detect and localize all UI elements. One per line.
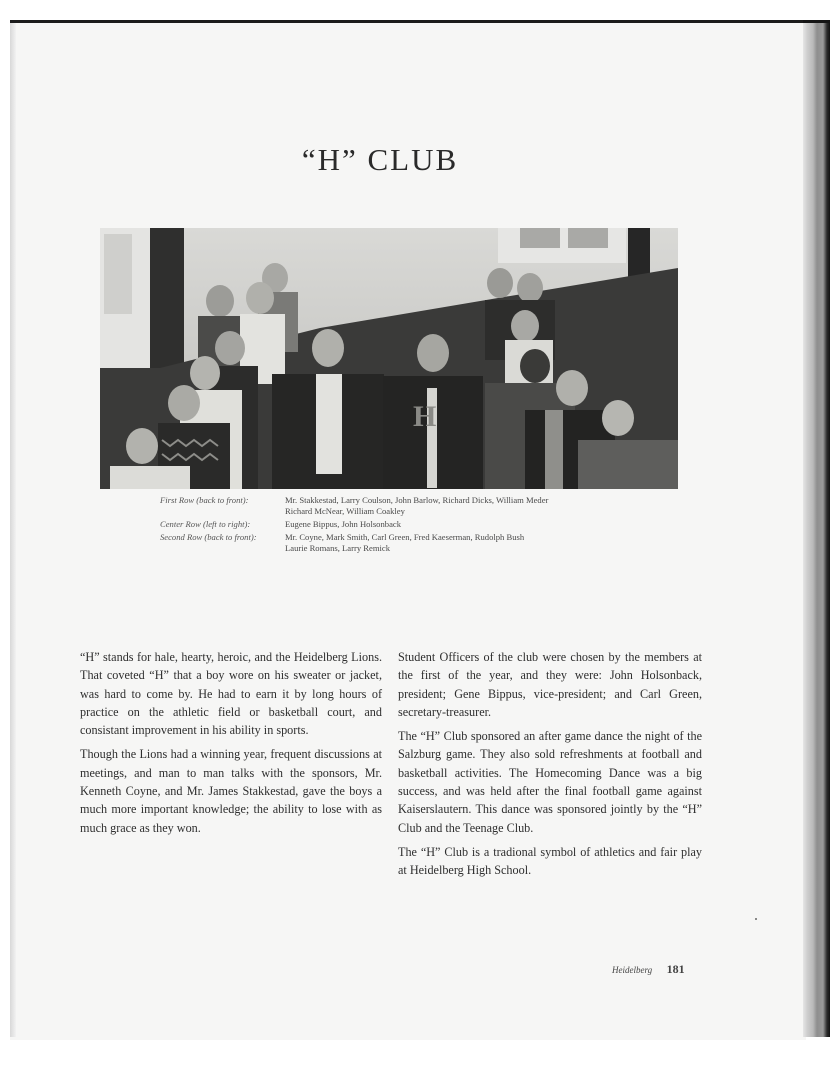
caption-row-first xyxy=(160,495,645,517)
jacket-letter: H xyxy=(413,400,437,433)
caption-label: Second Row (back to front): xyxy=(160,532,257,542)
paper-speck xyxy=(755,918,757,920)
binding-top-edge xyxy=(803,20,830,23)
caption-line: Mr. Stakkestad, Larry Coulson, John Barlow, Richard Dicks, William Meder xyxy=(285,495,549,505)
caption-row-center xyxy=(160,519,645,530)
paragraph: Student Officers of the club were chosen by the members at the first of the year, and they were: John Holsonback, president; Gene Bippus, vice-president; and Carl Green, secretary-treasurer. xyxy=(398,650,702,719)
window-pane xyxy=(104,234,132,314)
page-number: 181 xyxy=(666,962,685,976)
paragraph: Though the Lions had a winning year, frequent discussions at meetings, and man to man talks with the sponsors, Mr. Kenneth Coyne, and Mr. James Stakkestad, gave the boys a much more important knowledge; the ability to lose with as much grace as they won. xyxy=(80,747,382,835)
caption-label: Center Row (left to right): xyxy=(160,519,251,529)
caption-row-second xyxy=(160,532,645,554)
caption-names xyxy=(285,495,645,517)
publication-name: Heidelberg xyxy=(612,965,653,975)
caption-names xyxy=(285,532,645,554)
photo-caption xyxy=(160,495,645,556)
page-title: “H” CLUB xyxy=(301,142,459,177)
window-pane xyxy=(568,228,608,248)
caption-line: Mr. Coyne, Mark Smith, Carl Green, Fred Kaeserman, Rudolph Bush xyxy=(285,532,525,542)
paragraph: The “H” Club is a tradional symbol of athletics and fair play at Heidelberg High School. xyxy=(398,844,702,878)
window-pane xyxy=(520,228,560,248)
paragraph: “H” stands for hale, hearty, heroic, and the Heidelberg Lions. That coveted “H” that a boy wore on his sweater or jacket, was hard to come by. He had to earn it by long hours of practice on the athletic field or basketball court, and consistant improvement in his ability in sports. xyxy=(80,650,382,738)
page-footer xyxy=(612,962,685,977)
caption-line: Eugene Bippus, John Holsonback xyxy=(285,519,402,529)
caption-line: Laurie Romans, Larry Remick xyxy=(285,543,391,553)
group-photo-image xyxy=(100,228,678,489)
caption-label: First Row (back to front): xyxy=(160,495,249,505)
body-column-left xyxy=(80,648,382,843)
body-column-right xyxy=(398,648,702,886)
caption-names xyxy=(285,519,645,530)
caption-line: Richard McNear, William Coakley xyxy=(285,506,405,516)
book-binding-edge xyxy=(803,20,830,1037)
paragraph: The “H” Club sponsored an after game dance the night of the Salzburg game. They also sold refreshments at football and basketball activities. The Homecoming Dance was a big success, and was held after the final football game against Kaiserslautern. This dance was sponsored jointly by the “H” Club and the Teenage Club. xyxy=(398,729,702,835)
group-photo xyxy=(100,228,678,489)
